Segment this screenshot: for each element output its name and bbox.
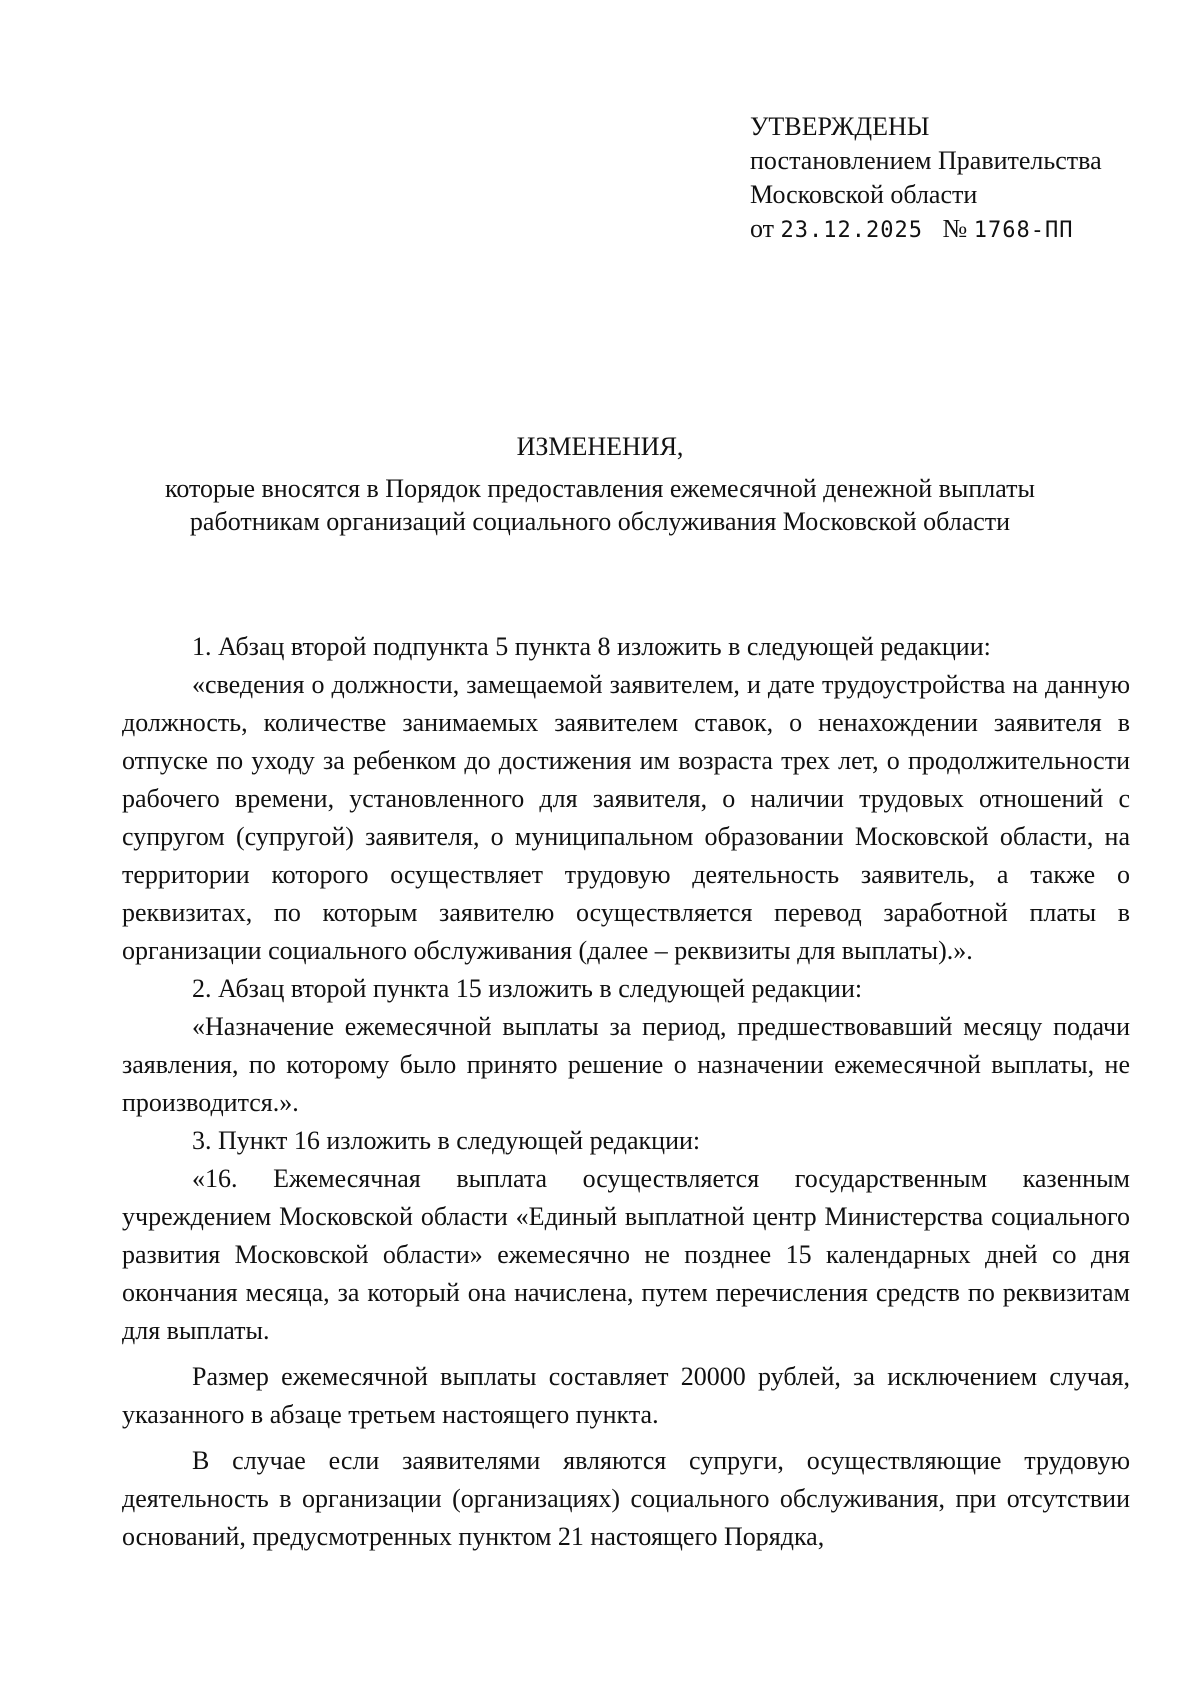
approval-date: 23.12.2025 <box>780 218 923 243</box>
approval-region: Московской области <box>750 180 978 209</box>
approval-date-prefix: от <box>750 214 775 243</box>
document-subtitle-line1: которые вносятся в Порядок предоставления ежемесячной денежной выплаты <box>165 474 1035 503</box>
approval-by: постановлением Правительства <box>750 146 1102 175</box>
document-title: ИЗМЕНЕНИЯ, <box>516 432 684 461</box>
paragraph-item-2: 2. Абзац второй пункта 15 изложить в следующей редакции: <box>192 974 863 1003</box>
paragraph-item-1: 1. Абзац второй подпункта 5 пункта 8 изложить в следующей редакции: <box>192 632 991 661</box>
paragraph-quote-1: «сведения о должности, замещаемой заявителем, и дате трудоустройства на данную должность, количестве занимаемых заявителем ставок, о ненахождении заявителя в отпуске по уходу за ребенком до достижения им возраста трех лет, о продолжительности рабочего времени, установленного для заявителя, о наличии трудовых отношений с супругом (супругой) заявителя, о муниципальном образовании Московской области, на территории которого осуществляет трудовую деятельность заявитель, а также о реквизитах, по которым заявителю осуществляется перевод заработной платы в организации социального обслуживания (далее – реквизиты для выплаты).». <box>122 670 1130 965</box>
paragraph-quote-3: «16. Ежемесячная выплата осуществляется государственным казенным учреждением Московской области «Единый выплатной центр Министерства социального развития Московской области» ежемесячно не позднее 15 календарных дней со дня окончания месяца, за который она начислена, путем перечисления средств по реквизитам для выплаты. <box>122 1164 1130 1345</box>
approval-number-sign: № <box>942 214 968 243</box>
paragraph-amount: Размер ежемесячной выплаты составляет 20000 рублей, за исключением случая, указанного в абзаце третьем настоящего пункта. <box>122 1362 1130 1429</box>
paragraph-item-3: 3. Пункт 16 изложить в следующей редакции: <box>192 1126 701 1155</box>
paragraph-quote-2: «Назначение ежемесячной выплаты за период, предшествовавший месяцу подачи заявления, по которому было принято решение о назначении ежемесячной выплаты, не производится.». <box>122 1012 1130 1117</box>
paragraph-spouses: В случае если заявителями являются супруги, осуществляющие трудовую деятельность в организации (организациях) социального обслуживания, при отсутствии оснований, предусмотренных пунктом 21 настоящего Порядка, <box>122 1446 1130 1551</box>
document-body <box>122 628 1130 1556</box>
document-subtitle-line2: работникам организаций социального обслуживания Московской области <box>189 507 1011 536</box>
approval-status: УТВЕРЖДЕНЫ <box>750 112 930 141</box>
approval-stamp <box>750 110 1102 248</box>
approval-number: 1768-ПП <box>973 218 1074 243</box>
approval-date-line <box>750 212 1102 248</box>
